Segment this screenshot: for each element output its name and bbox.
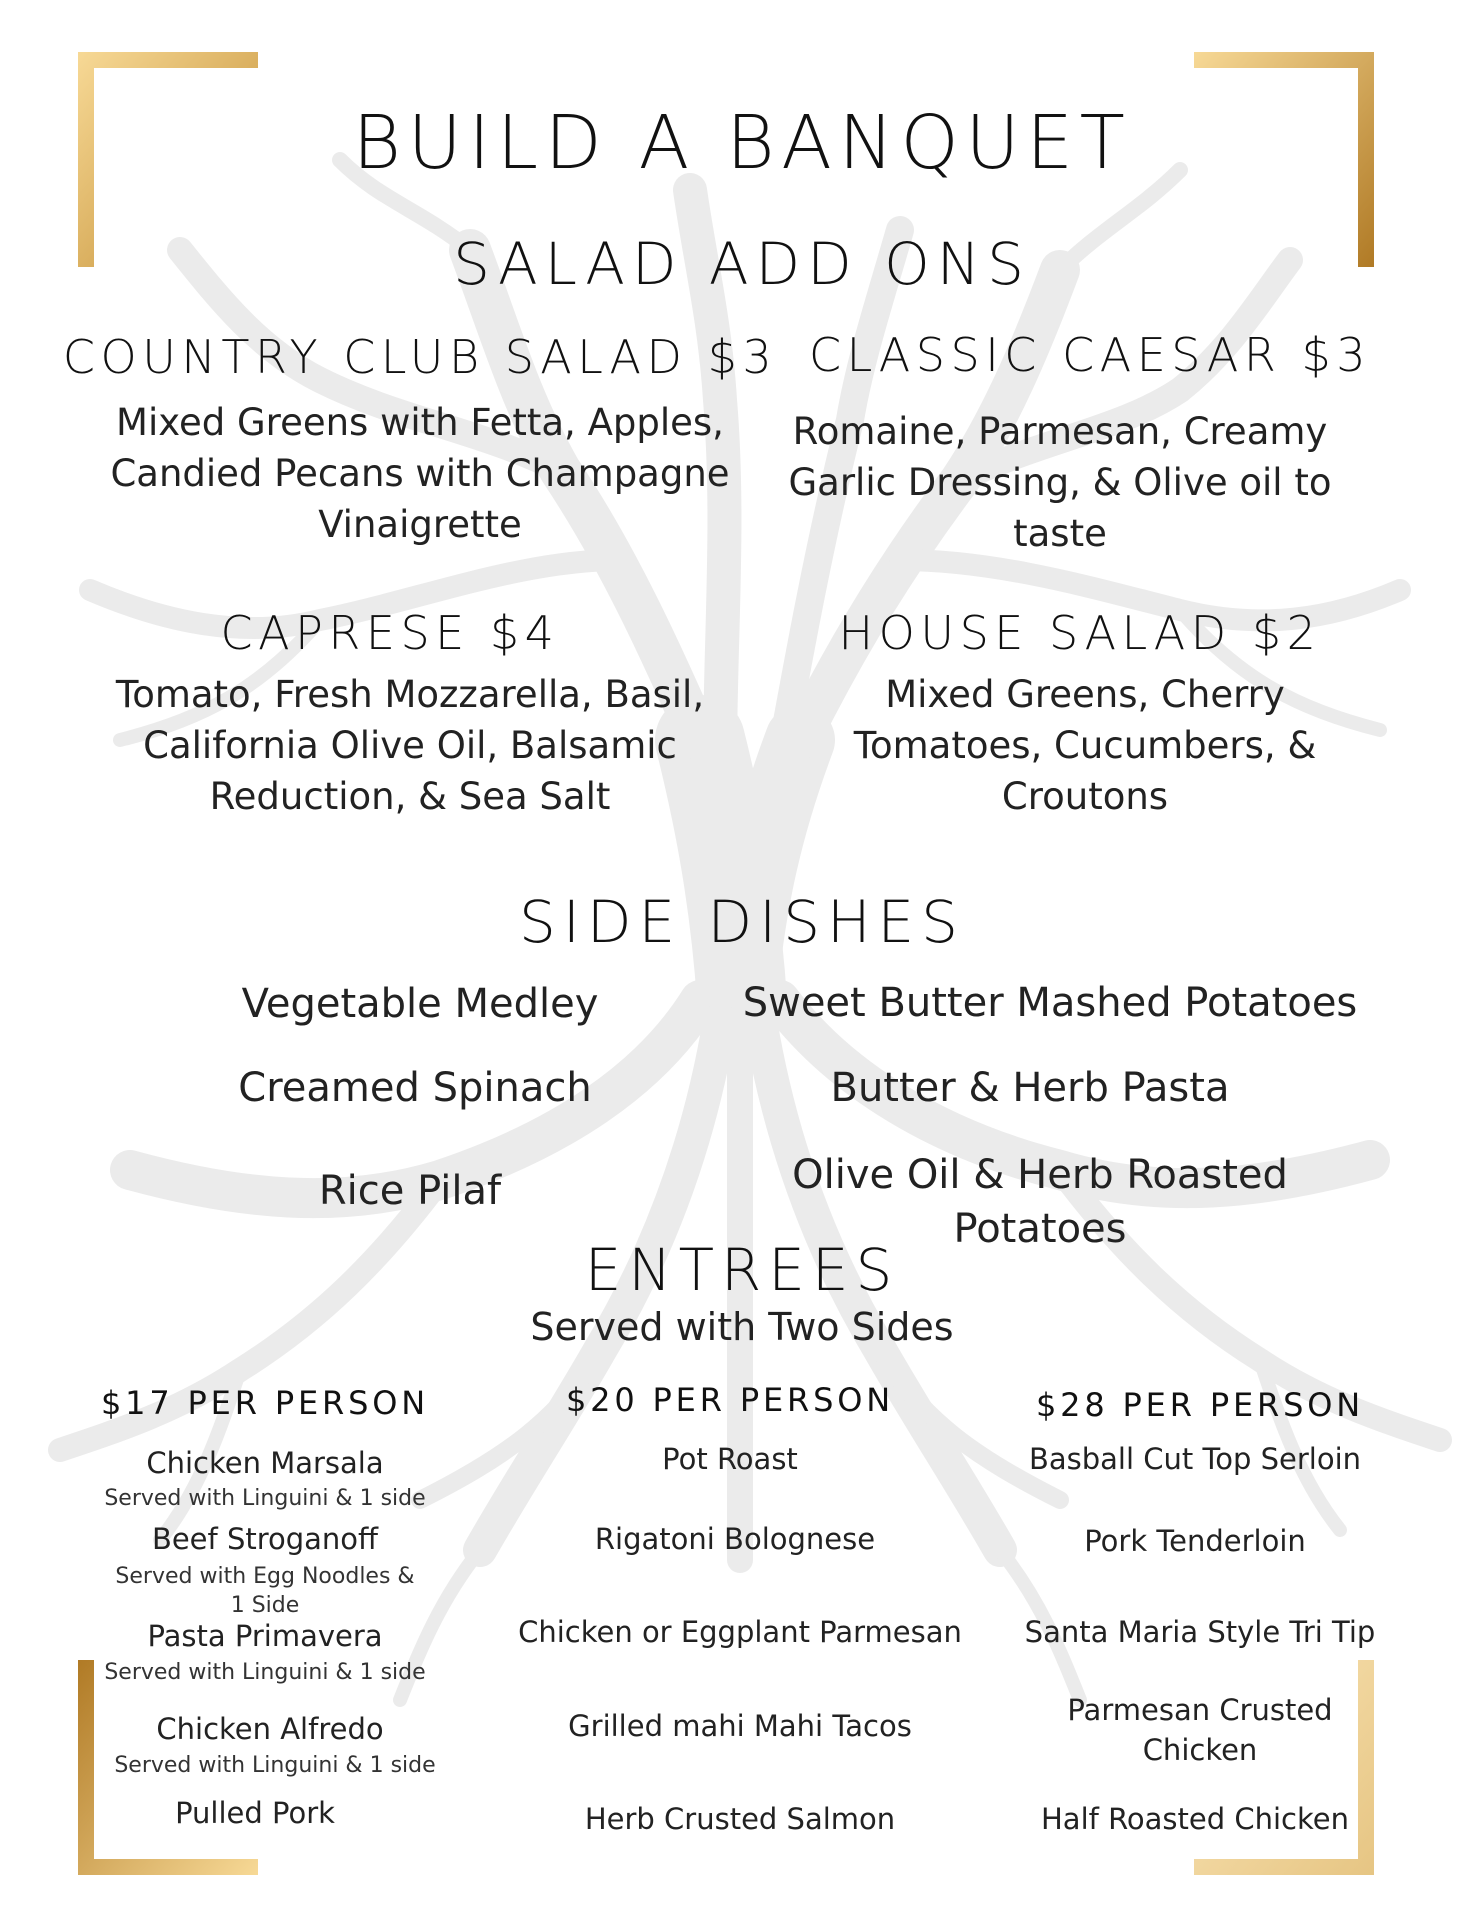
- side-dish-item: Olive Oil & Herb Roasted Potatoes: [792, 1152, 1288, 1252]
- salad-item-name: CLASSIC CAESAR $3: [808, 328, 1372, 382]
- price-tier-heading: $28 PER PERSON: [1035, 1386, 1365, 1424]
- entrees-subheading: Served with Two Sides: [530, 1305, 954, 1349]
- entree-name: Grilled mahi Mahi Tacos: [568, 1709, 912, 1743]
- entree-name: Pulled Pork: [175, 1796, 335, 1830]
- side-dish-item: Creamed Spinach: [238, 1065, 592, 1111]
- salad-item-desc: Mixed Greens with Fetta, Apples, Candied Pecans with Champagne Vinaigrette: [110, 401, 730, 546]
- price-tier-heading: $20 PER PERSON: [565, 1381, 895, 1419]
- side-dish-item: Butter & Herb Pasta: [830, 1065, 1230, 1111]
- salad-item-desc: Mixed Greens, Cherry Tomatoes, Cucumbers, & Croutons: [853, 673, 1317, 818]
- sides-heading: SIDE DISHES: [519, 888, 965, 956]
- entree-name: Chicken or Eggplant Parmesan: [518, 1615, 962, 1649]
- salad-item-name: COUNTRY CLUB SALAD $3: [62, 330, 778, 384]
- entree-name: Pork Tenderloin: [1084, 1524, 1306, 1558]
- salad-item-name: CAPRESE $4: [220, 606, 560, 660]
- entree-name: Parmesan Crusted Chicken: [1067, 1693, 1333, 1767]
- entrees-heading: ENTREES: [584, 1236, 900, 1304]
- side-dish-item: Sweet Butter Mashed Potatoes: [742, 980, 1358, 1026]
- price-tier-heading: $17 PER PERSON: [100, 1384, 430, 1422]
- salad-item-desc: Tomato, Fresh Mozzarella, Basil, California Olive Oil, Balsamic Reduction, & Sea Salt: [115, 673, 705, 818]
- side-dish-item: Rice Pilaf: [318, 1168, 502, 1214]
- side-dish-item: Vegetable Medley: [241, 981, 599, 1027]
- page-title: BUILD A BANQUET: [352, 100, 1132, 186]
- entree-name: Rigatoni Bolognese: [594, 1522, 876, 1556]
- entree-name: Pot Roast: [662, 1442, 798, 1476]
- entree-note: Served with Linguini & 1 side: [104, 1660, 426, 1685]
- salad-item-name: HOUSE SALAD $2: [838, 606, 1322, 660]
- entree-name: Chicken Alfredo: [156, 1712, 384, 1746]
- entree-name: Basball Cut Top Serloin: [1028, 1442, 1362, 1476]
- entree-name: Santa Maria Style Tri Tip: [1024, 1615, 1376, 1649]
- entree-name: Beef Stroganoff: [151, 1522, 379, 1556]
- entree-name: Chicken Marsala: [146, 1446, 384, 1480]
- entree-name: Half Roasted Chicken: [1041, 1802, 1349, 1836]
- entree-name: Pasta Primavera: [147, 1619, 383, 1653]
- entree-note: Served with Egg Noodles & 1 Side: [115, 1564, 415, 1618]
- entree-note: Served with Linguini & 1 side: [104, 1486, 426, 1511]
- salad-item-desc: Romaine, Parmesan, Creamy Garlic Dressing, & Olive oil to taste: [788, 410, 1332, 555]
- salad-heading: SALAD ADD ONS: [453, 230, 1031, 298]
- entree-note: Served with Linguini & 1 side: [114, 1753, 436, 1778]
- entree-name: Herb Crusted Salmon: [584, 1802, 896, 1836]
